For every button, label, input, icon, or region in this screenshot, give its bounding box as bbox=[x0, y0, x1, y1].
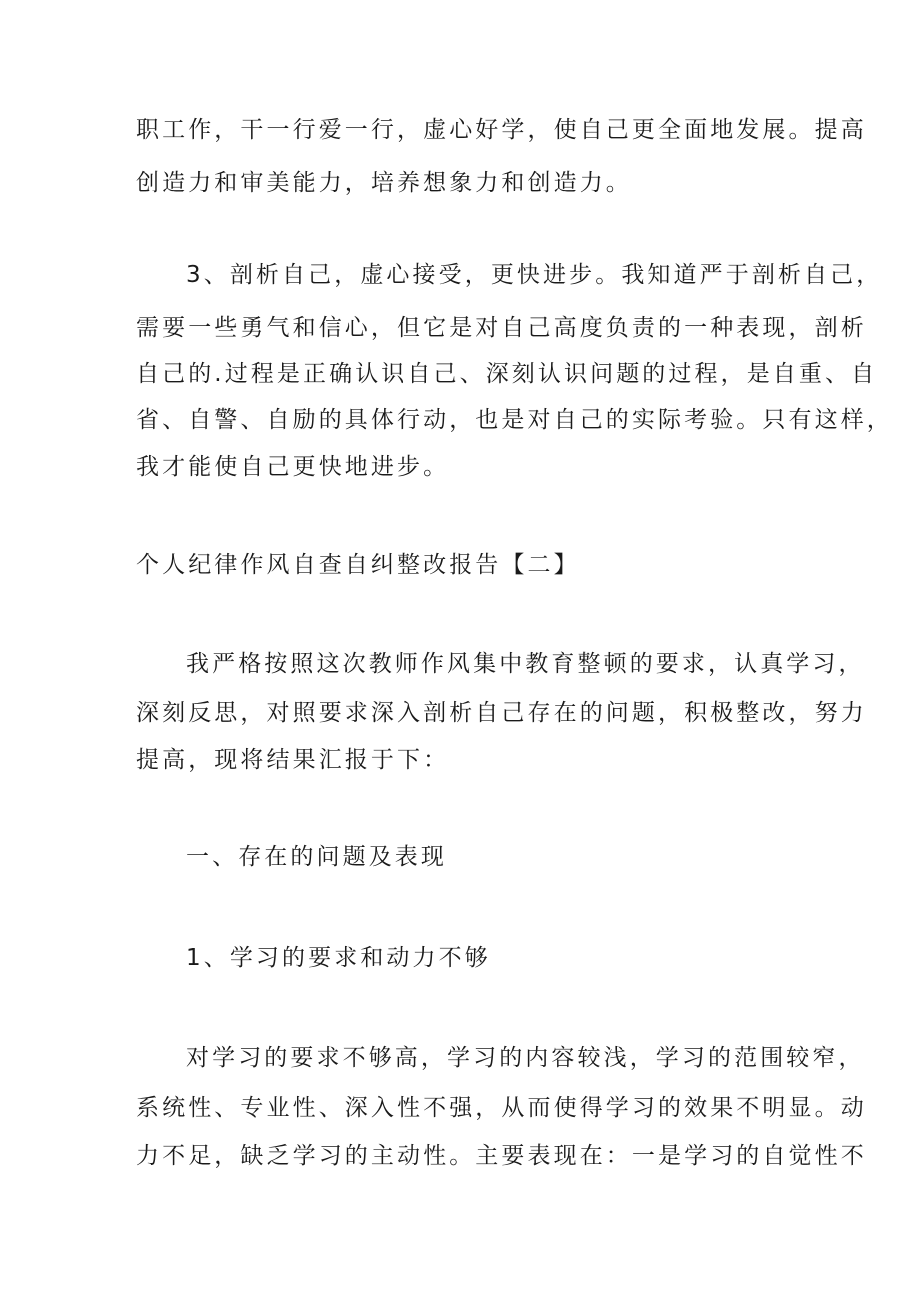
paragraph-line: 职工作，干一行爱一行，虚心好学，使自己更全面地发展。提高 bbox=[136, 117, 867, 143]
paragraph-line: 对学习的要求不够高，学习的内容较浅，学习的范围较窄， bbox=[186, 1045, 865, 1071]
paragraph-line: 系统性、专业性、深入性不强，从而使得学习的效果不明显。动 bbox=[136, 1095, 867, 1121]
paragraph-line: 我严格按照这次教师作风集中教育整顿的要求，认真学习， bbox=[186, 651, 865, 677]
paragraph-line: 提高，现将结果汇报于下： bbox=[136, 747, 450, 773]
paragraph-line: 力不足，缺乏学习的主动性。主要表现在：一是学习的自觉性不 bbox=[136, 1143, 867, 1169]
subsection-heading: 1、学习的要求和动力不够 bbox=[186, 945, 491, 971]
section-title: 个人纪律作风自查自纠整改报告【二】 bbox=[136, 552, 580, 578]
paragraph-line: 自己的.过程是正确认识自己、深刻认识问题的过程，是自重、自 bbox=[136, 361, 878, 387]
paragraph-line: 需要一些勇气和信心，但它是对自己高度负责的一种表现，剖析 bbox=[136, 315, 867, 341]
paragraph-line: 我才能使自己更快地进步。 bbox=[136, 454, 450, 480]
paragraph-line: 3、剖析自己，虚心接受，更快进步。我知道严于剖析自己， bbox=[186, 262, 883, 288]
section-heading: 一、存在的问题及表现 bbox=[186, 844, 447, 870]
paragraph-line: 省、自警、自励的具体行动，也是对自己的实际考验。只有这样， bbox=[136, 407, 893, 433]
paragraph-line: 深刻反思，对照要求深入剖析自己存在的问题，积极整改，努力 bbox=[136, 700, 867, 726]
paragraph-line: 创造力和审美能力，培养想象力和创造力。 bbox=[136, 170, 632, 196]
